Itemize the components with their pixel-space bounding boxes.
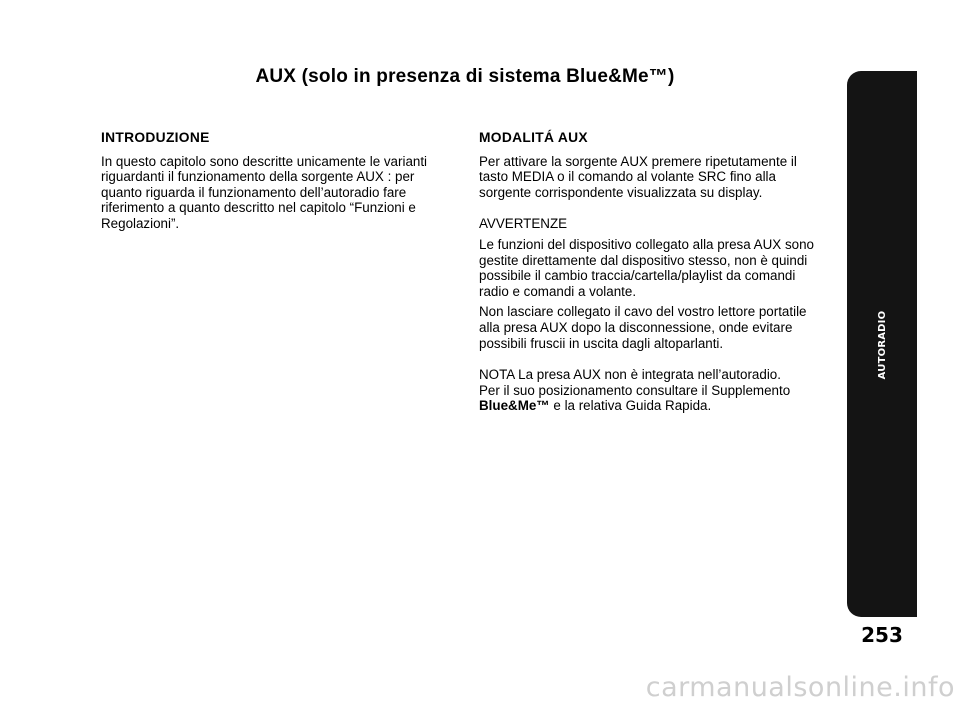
aux-activation-line: Per attivare la sorgente AUX premere ripetutamente il bbox=[479, 153, 797, 169]
note-line: Per il suo posizionamento consultare il Supplemento bbox=[479, 382, 791, 398]
warning-line: alla presa AUX dopo la disconnessione, onde evitare bbox=[479, 319, 793, 335]
aux-activation-line: tasto MEDIA o il comando al volante SRC fino alla bbox=[479, 169, 776, 185]
warning-title: AVVERTENZE bbox=[479, 216, 568, 232]
warning-line: Le funzioni del dispositivo collegato alla presa AUX sono bbox=[479, 236, 814, 252]
intro-heading: INTRODUZIONE bbox=[101, 130, 210, 145]
note-product-name: Blue&Me™ bbox=[479, 398, 550, 414]
note-tail: e la relativa Guida Rapida. bbox=[549, 398, 712, 414]
note-paragraph bbox=[479, 367, 839, 414]
aux-mode-section bbox=[479, 130, 839, 419]
warning-line: Non lasciare collegato il cavo del vostro lettore portatile bbox=[479, 304, 807, 320]
watermark: carmanualsonline.info bbox=[645, 672, 955, 703]
warning-line: gestite direttamente dal dispositivo stesso, non è quindi bbox=[479, 252, 808, 268]
warning-line: possibile il cambio traccia/cartella/playlist da comandi bbox=[479, 268, 796, 284]
intro-paragraph bbox=[101, 154, 461, 232]
intro-line: Regolazioni”. bbox=[101, 215, 180, 231]
aux-mode-heading: MODALITÁ AUX bbox=[479, 130, 588, 145]
intro-line: riferimento a quanto descritto nel capitolo “Funzioni e bbox=[101, 200, 416, 216]
warning-line: radio e comandi a volante. bbox=[479, 283, 637, 299]
page-title: AUX (solo in presenza di sistema Blue&Me™) bbox=[255, 66, 675, 87]
warning-paragraph-1 bbox=[479, 237, 839, 299]
intro-line: riguardanti il funzionamento della sorgente AUX : per bbox=[101, 169, 415, 185]
intro-line: In questo capitolo sono descritte unicamente le varianti bbox=[101, 153, 428, 169]
note-line: NOTA La presa AUX non è integrata nell’autoradio. bbox=[479, 367, 781, 383]
intro-section bbox=[101, 130, 461, 237]
aux-activation-paragraph bbox=[479, 154, 839, 201]
warning-line: possibili fruscii in uscita dagli altoparlanti. bbox=[479, 335, 724, 351]
chapter-tab-label: AUTORADIO bbox=[877, 310, 888, 380]
intro-line: quanto riguarda il funzionamento dell’autoradio fare bbox=[101, 184, 407, 200]
warning-paragraph-2 bbox=[479, 304, 839, 351]
page-number: 253 bbox=[861, 623, 903, 647]
aux-activation-line: sorgente corrispondente visualizzata su display. bbox=[479, 184, 763, 200]
note-line bbox=[479, 398, 839, 414]
